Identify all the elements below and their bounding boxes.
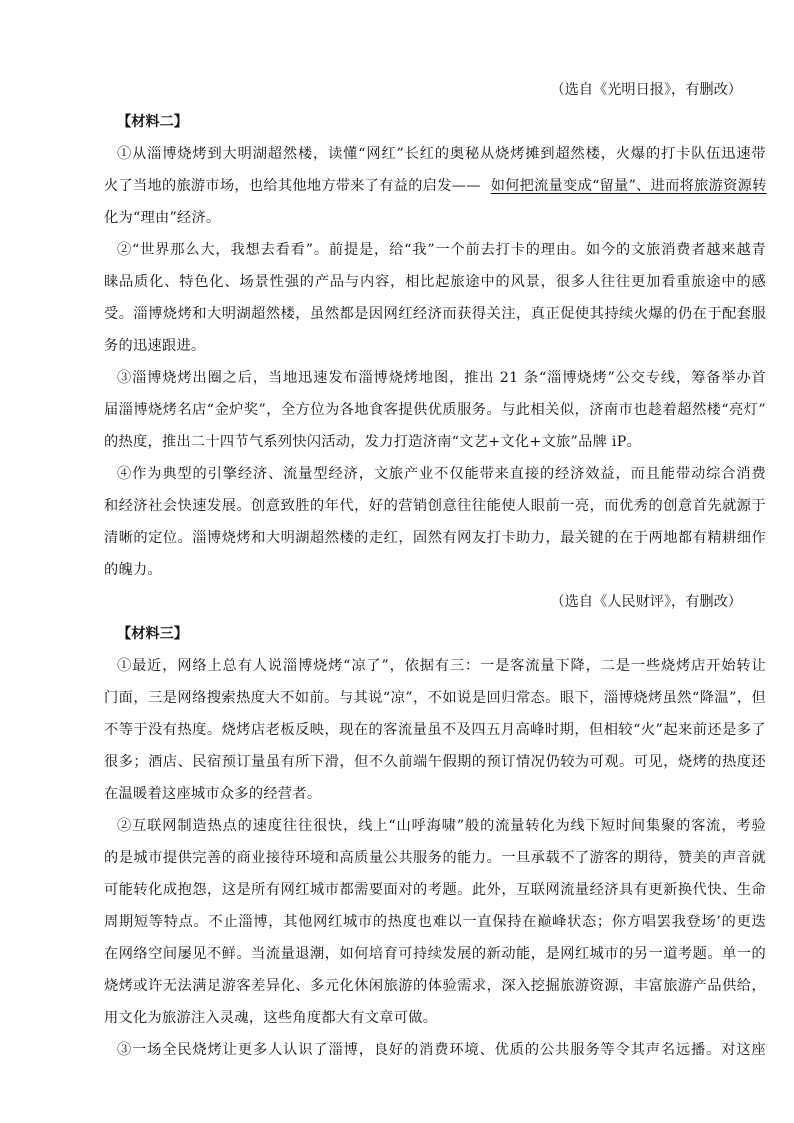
m3-p2-line-2: 的是城市提供完善的商业接待环境和高质量公共服务的能力。一旦承载不了游客的期待，赞美的声音就 xyxy=(104,850,766,866)
m2-p2-line-3: 受。淄博烧烤和大明湖超然楼，虽然都是因网红经济而获得关注，真正促使其持续火爆的仍在于配套服 xyxy=(104,306,766,322)
m3-p2-line-5: 在网络空间屡见不鲜。当流量退潮，如何培育可持续发展的新动能，是网红城市的另一道考题。单一的 xyxy=(104,946,766,962)
m3-p2-line-3: 可能转化成抱怨，这是所有网红城市都需要面对的考题。此外，互联网流量经济具有更新换代快、生命 xyxy=(104,882,766,898)
m3-p1-line-3: 不等于没有热度。烧烤店老板反映，现在的客流量虽不及四五月高峰时期，但相较“火”起来前还是多了 xyxy=(104,722,766,738)
m3-p1-line-4: 很多；酒店、民宿预订量虽有所下滑，但不久前端午假期的预订情况仍较为可观。可见，烧烤的热度还 xyxy=(104,754,766,770)
m3-p2-line-1: ②互联网制造热点的速度往往很快，线上“山呼海啸”般的流量转化为线下短时间集聚的客流，考验 xyxy=(117,818,766,834)
m3-p3-line-1: ③一场全民烧烤让更多人认识了淄博，良好的消费环境、优质的公共服务等令其声名远播。对这座 xyxy=(117,1042,766,1058)
m3-p2-line-4: 周期短等特点。不止淄博，其他网红城市的热度也难以一直保持在巅峰状态；你方唱罢我登场’的更迭 xyxy=(104,914,766,930)
m3-p1-line-5: 在温暖着这座城市众多的经营者。 xyxy=(104,786,322,802)
source-citation-1: （选自《光明日报》，有删改） xyxy=(550,82,742,98)
m3-p1-line-2: 门面，三是网络搜索热度大不如前。与其说“凉”，不如说是回归常态。眼下，淄博烧烤虽然“降温”，但 xyxy=(104,690,766,706)
m2-p1-line-1: ①从淄博烧烤到大明湖超然楼，读懂“网红”长红的奥秘从烧烤摊到超然楼，火爆的打卡队伍迅速带 xyxy=(117,146,766,162)
m2-p3-line-3: 的热度，推出二十四节气系列快闪活动，发力打造济南“文艺+文化+文旅”品牌 iP。 xyxy=(104,434,642,450)
material-2-heading: 【材料二】 xyxy=(117,114,188,130)
m2-p4-line-3: 清晰的定位。淄博烧烤和大明湖超然楼的走红，固然有网友打卡助力，最关键的在于两地都有精耕细作 xyxy=(104,530,766,546)
material-3-heading: 【材料三】 xyxy=(117,626,188,642)
m2-p1-line-2-text: 火了当地的旅游市场，也给其他地方带来了有益的启发—— xyxy=(104,178,481,194)
m2-p4-line-4: 的魄力。 xyxy=(104,562,162,578)
m3-p2-line-7: 用文化为旅游注入灵魂，这些角度都大有文章可做。 xyxy=(104,1010,438,1026)
m2-p1-line-3: 化为“理由”经济。 xyxy=(104,210,221,226)
m2-p1-line-2 xyxy=(104,176,766,196)
m3-p2-line-6: 烧烤或许无法满足游客差异化、多元化休闲旅游的体验需求，深入挖掘旅游资源，丰富旅游产品供给， xyxy=(104,978,766,994)
source-citation-2: （选自《人民财评》，有删改） xyxy=(550,594,742,610)
m2-p4-line-1: ④作为典型的引擎经济、流量型经济，文旅产业不仅能带来直接的经济效益，而且能带动综合消费 xyxy=(117,466,766,482)
m2-p3-line-1: ③淄博烧烤出圈之后，当地迅速发布淄博烧烤地图，推出 21 条“淄博烧烤”公交专线，筹备举办首 xyxy=(117,370,766,386)
m3-p1-line-1: ①最近，网络上总有人说淄博烧烤“凉了”，依据有三：一是客流量下降，二是一些烧烤店开始转让 xyxy=(117,658,766,674)
m2-p2-line-1: ②“世界那么大，我想去看看”。前提是，给“我”一个前去打卡的理由。如今的文旅消费者越来越青 xyxy=(117,242,766,258)
m2-p3-line-2: 届淄博烧烤名店“金炉奖”，全方位为各地食客提供优质服务。与此相关似，济南市也趁着超然楼“亮灯” xyxy=(104,402,766,418)
m2-p1-underlined-text: 如何把流量变成“留量”、进而将旅游资源转 xyxy=(490,178,767,194)
m2-p2-line-4: 务的迅速跟进。 xyxy=(104,338,206,354)
m2-p4-line-2: 和经济社会快速发展。创意致胜的年代，好的营销创意往往能使人眼前一亮，而优秀的创意首先就源于 xyxy=(104,498,766,514)
m2-p2-line-2: 睐品质化、特色化、场景性强的产品与内容，相比起旅途中的风景，很多人往往更加看重旅途中的感 xyxy=(104,274,766,290)
